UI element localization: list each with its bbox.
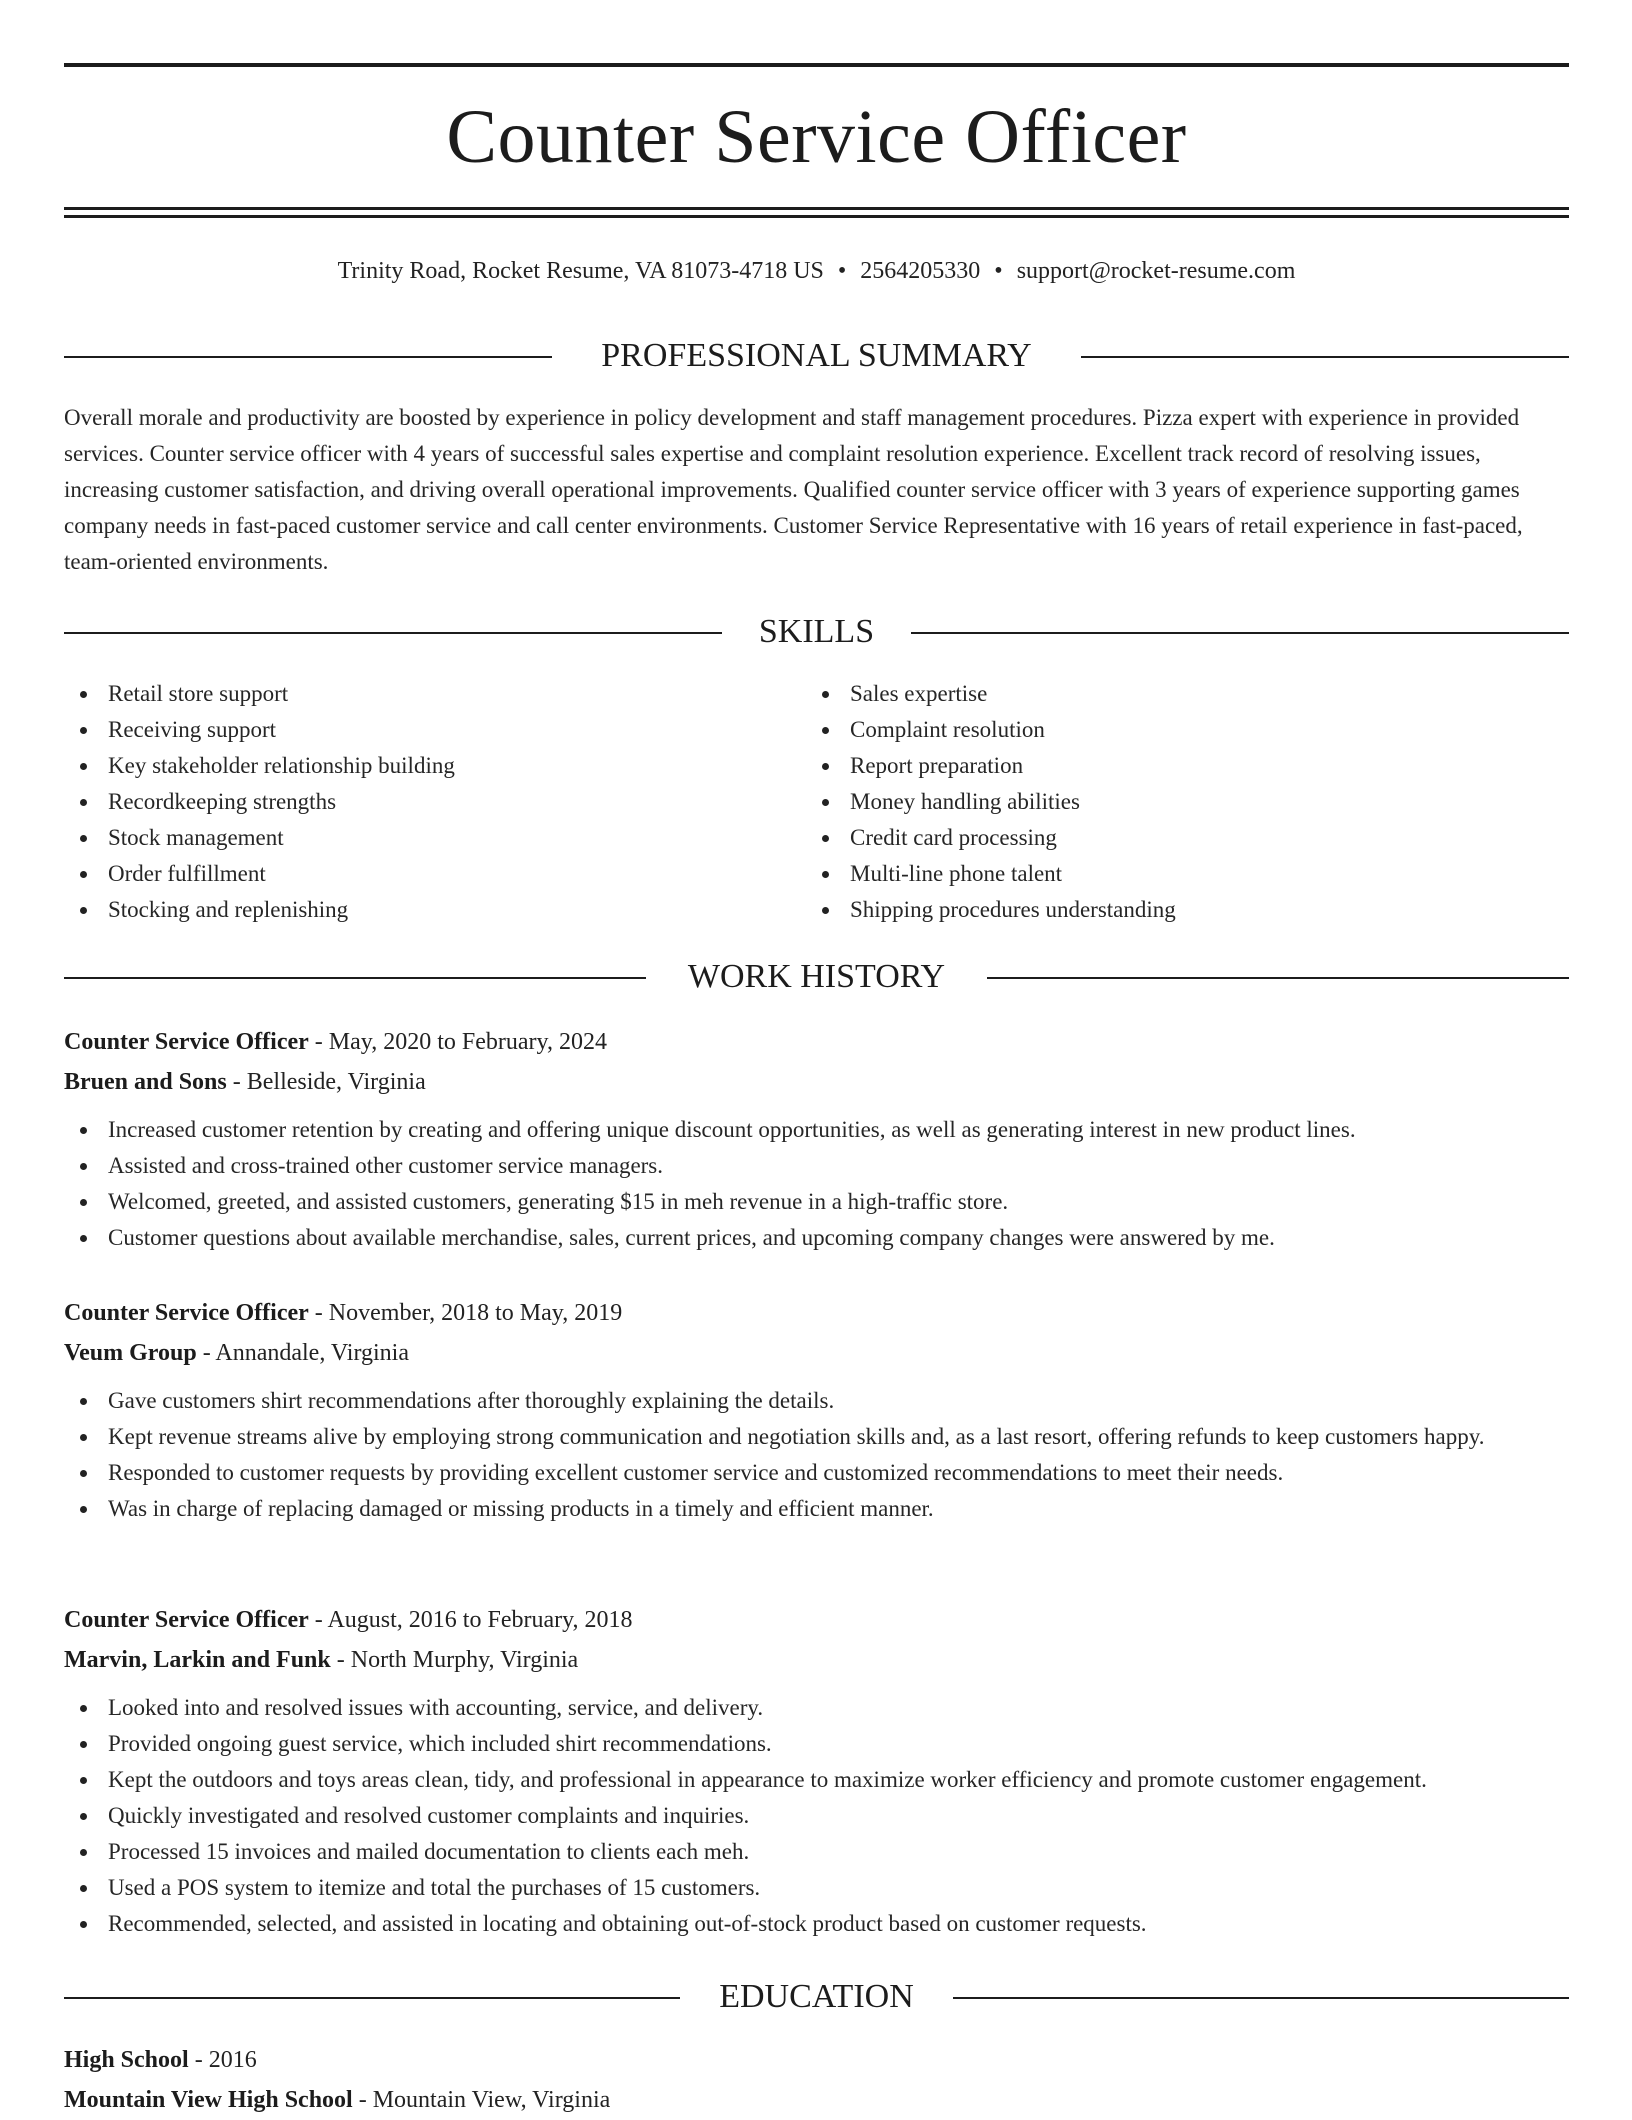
section-heading-education — [64, 1977, 1569, 2017]
section-title-education: EDUCATION — [701, 1978, 932, 2015]
job-duty: Gave customers shirt recommendations after thoroughly explaining the details. — [64, 1383, 1569, 1419]
education-year: - 2016 — [194, 2047, 257, 2073]
job-location: - North Murphy, Virginia — [336, 1647, 579, 1673]
contact-separator: • — [837, 258, 847, 284]
job-duties — [64, 1112, 1569, 1256]
job-duty: Provided ongoing guest service, which included shirt recommendations. — [64, 1726, 1569, 1762]
skill-item: Receiving support — [64, 712, 764, 748]
skill-item: Report preparation — [806, 748, 1506, 784]
skills-list-right — [806, 676, 1506, 928]
job-duty: Was in charge of replacing damaged or missing products in a timely and efficient manner. — [64, 1491, 1569, 1527]
job-duty: Kept revenue streams alive by employing strong communication and negotiation skills and, as a last resort, offering refunds to keep customers happy. — [64, 1419, 1569, 1455]
job-dates: - August, 2016 to February, 2018 — [314, 1607, 633, 1633]
job-entry — [64, 1293, 1569, 1527]
skill-item: Order fulfillment — [64, 856, 764, 892]
top-rule — [64, 63, 1569, 67]
contact-address: Trinity Road, Rocket Resume, VA 81073-4718 US — [337, 258, 824, 284]
job-duty: Assisted and cross-trained other customer service managers. — [64, 1148, 1569, 1184]
skill-item: Sales expertise — [806, 676, 1506, 712]
contact-phone: 2564205330 — [860, 258, 981, 284]
skill-item: Key stakeholder relationship building — [64, 748, 764, 784]
job-title: Counter Service Officer — [64, 1607, 309, 1633]
job-duties — [64, 1690, 1569, 1942]
job-duty: Responded to customer requests by providing excellent customer service and customized recommendations to meet their needs. — [64, 1455, 1569, 1491]
skill-item: Retail store support — [64, 676, 764, 712]
job-duty: Used a POS system to itemize and total the purchases of 15 customers. — [64, 1870, 1569, 1906]
job-duty: Customer questions about available merchandise, sales, current prices, and upcoming company changes were answered by me. — [64, 1220, 1569, 1256]
skill-item: Recordkeeping strengths — [64, 784, 764, 820]
title-rule-upper — [64, 207, 1569, 210]
job-dates: - November, 2018 to May, 2019 — [314, 1300, 623, 1326]
section-title-summary: PROFESSIONAL SUMMARY — [583, 337, 1049, 374]
job-location: - Belleside, Virginia — [232, 1069, 426, 1095]
job-company: Bruen and Sons — [64, 1069, 227, 1095]
skills-list-left — [64, 676, 764, 928]
job-company: Marvin, Larkin and Funk — [64, 1647, 331, 1673]
skill-item: Shipping procedures understanding — [806, 892, 1506, 928]
education-school: Mountain View High School — [64, 2087, 353, 2113]
job-duty: Quickly investigated and resolved customer complaints and inquiries. — [64, 1798, 1569, 1834]
job-entry — [64, 1022, 1569, 1256]
job-location: - Annandale, Virginia — [202, 1340, 409, 1366]
job-title: Counter Service Officer — [64, 1029, 309, 1055]
section-heading-skills — [64, 612, 1569, 652]
contact-email: support@rocket-resume.com — [1016, 258, 1296, 284]
skill-item: Credit card processing — [806, 820, 1506, 856]
job-duty: Looked into and resolved issues with accounting, service, and delivery. — [64, 1690, 1569, 1726]
section-heading-summary — [64, 336, 1569, 376]
job-duty: Kept the outdoors and toys areas clean, tidy, and professional in appearance to maximize worker efficiency and promote customer engagement. — [64, 1762, 1569, 1798]
job-duty: Recommended, selected, and assisted in locating and obtaining out-of-stock product based on customer requests. — [64, 1906, 1569, 1942]
professional-summary: Overall morale and productivity are boosted by experience in policy development and staff management procedures. Pizza expert with experience in provided services. Counter service officer with 4 years of successful sales expertise and complaint resolution experience. Excellent track record of resolving issues, increasing customer satisfaction, and driving overall operational improvements. Qualified counter service officer with 3 years of experience supporting games company needs in fast-paced customer service and call center environments. Customer Service Representative with 16 years of retail experience in fast-paced, team-oriented environments. — [64, 405, 1523, 574]
education-degree: High School — [64, 2047, 189, 2073]
section-title-work: WORK HISTORY — [670, 958, 963, 995]
education-location: - Mountain View, Virginia — [358, 2087, 611, 2113]
job-company: Veum Group — [64, 1340, 197, 1366]
section-title-skills: SKILLS — [741, 613, 892, 650]
job-duty: Processed 15 invoices and mailed documentation to clients each meh. — [64, 1834, 1569, 1870]
skill-item: Stocking and replenishing — [64, 892, 764, 928]
contact-line — [64, 256, 1569, 286]
job-duty: Welcomed, greeted, and assisted customers, generating $15 in meh revenue in a high-traffic store. — [64, 1184, 1569, 1220]
job-dates: - May, 2020 to February, 2024 — [314, 1029, 607, 1055]
contact-separator: • — [994, 258, 1003, 284]
skill-item: Complaint resolution — [806, 712, 1506, 748]
skill-item: Money handling abilities — [806, 784, 1506, 820]
job-entry — [64, 1600, 1569, 1942]
job-duties — [64, 1383, 1569, 1527]
skill-item: Multi-line phone talent — [806, 856, 1506, 892]
job-title: Counter Service Officer — [64, 1300, 309, 1326]
job-duty: Increased customer retention by creating and offering unique discount opportunities, as well as generating interest in new product lines. — [64, 1112, 1569, 1148]
section-heading-work — [64, 957, 1569, 997]
education-entry — [64, 2040, 1569, 2120]
skill-item: Stock management — [64, 820, 764, 856]
title-rule-lower — [64, 215, 1569, 218]
resume-title: Counter Service Officer — [446, 95, 1187, 179]
